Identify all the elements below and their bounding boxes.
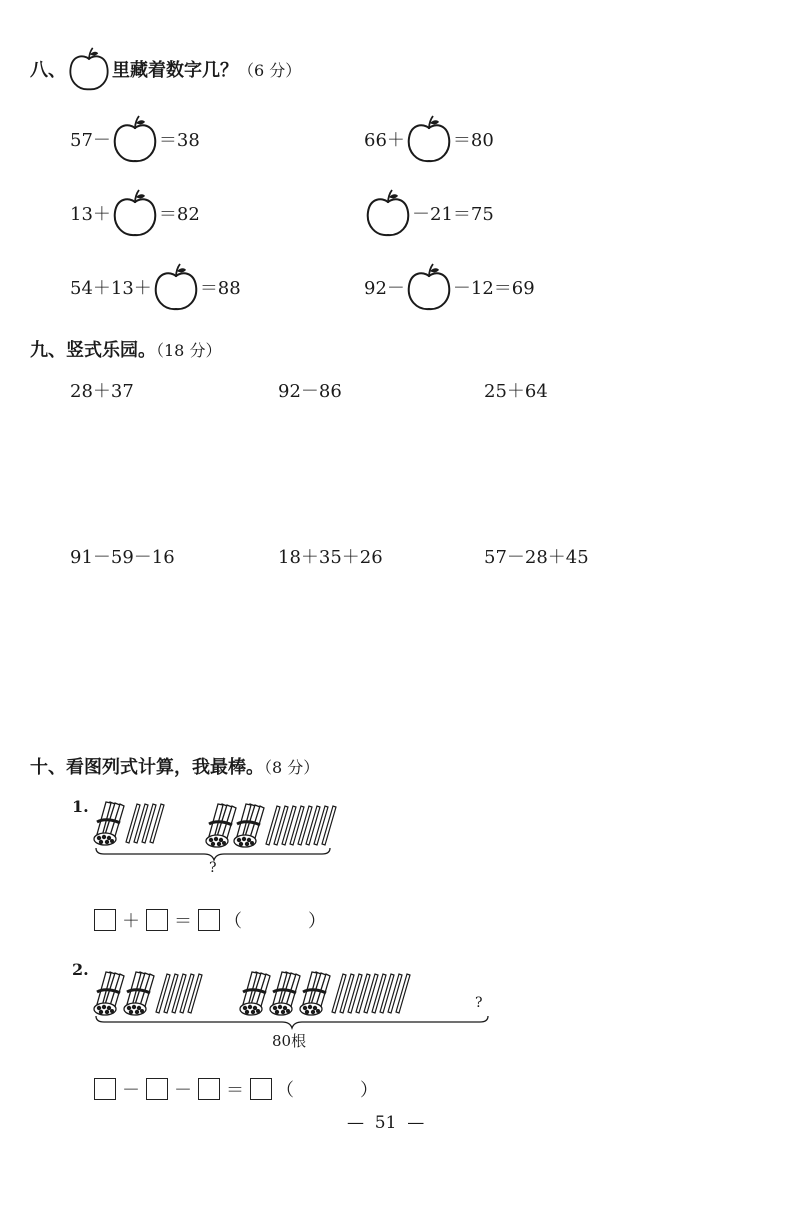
operator: －	[174, 1080, 192, 1101]
expr-right: ＝80	[452, 130, 494, 151]
apple-icon	[406, 262, 452, 312]
vertical-problem-5: 18＋35＋26	[278, 547, 383, 568]
expr-right: ＝38	[158, 130, 200, 151]
section-10-score: （8 分）	[264, 758, 320, 777]
apple-problem-4	[364, 188, 494, 238]
expr-right: ＝88	[199, 278, 241, 299]
section-9-score: （18 分）	[156, 341, 222, 360]
section-8-prefix: 八、	[30, 60, 66, 81]
operator: ＝	[226, 1080, 244, 1101]
unit-paren-close: ）	[308, 911, 326, 932]
apple-icon	[365, 188, 411, 238]
unit-paren-open: （	[224, 911, 242, 932]
section-10-title: 十、看图列式计算，我最棒。	[30, 757, 264, 778]
apple-problem-5	[70, 262, 241, 312]
brace	[96, 848, 330, 860]
section-8-score: （6 分）	[238, 60, 302, 80]
answer-box[interactable]	[198, 1078, 220, 1100]
apple-problem-2	[364, 114, 494, 164]
question-1-number: 1.	[72, 797, 89, 816]
section-9-title: 九、竖式乐园。	[30, 340, 156, 361]
vertical-problem-6: 57－28＋45	[484, 547, 589, 568]
question-2-question-mark: ?	[475, 995, 483, 1011]
apple-icon	[67, 46, 111, 92]
section-9-heading	[30, 336, 221, 362]
section-8-title: 里藏着数字几？	[112, 60, 238, 81]
apple-problem-3	[70, 188, 200, 238]
operator: －	[122, 1080, 140, 1101]
expr-left: 54＋13＋	[70, 278, 152, 299]
page-number: — 51 —	[347, 1113, 425, 1133]
answer-box[interactable]	[94, 909, 116, 931]
expr-left: 13＋	[70, 204, 111, 225]
brace	[96, 1016, 488, 1028]
expr-right: －21＝75	[412, 204, 494, 225]
question-2-answer-line	[94, 1076, 378, 1102]
question-1-question-mark: ?	[209, 860, 217, 876]
answer-box[interactable]	[250, 1078, 272, 1100]
apple-icon	[153, 262, 199, 312]
answer-box[interactable]	[146, 909, 168, 931]
apple-problem-1	[70, 114, 200, 164]
expr-left: 66＋	[364, 130, 405, 151]
question-1-answer-line	[94, 907, 326, 933]
vertical-problem-3: 25＋64	[484, 381, 548, 402]
operator: ＝	[174, 911, 192, 932]
apple-icon	[406, 114, 452, 164]
operator: ＋	[122, 911, 140, 932]
expr-right: ＝82	[158, 204, 200, 225]
expr-left: 57－	[70, 130, 111, 151]
answer-box[interactable]	[94, 1078, 116, 1100]
unit-paren-open: （	[276, 1080, 294, 1101]
apple-icon	[112, 114, 158, 164]
apple-problem-6	[364, 262, 535, 312]
expr-right: －12＝69	[452, 278, 535, 299]
question-2-total: 80根	[272, 1032, 307, 1050]
vertical-problem-1: 28＋37	[70, 381, 134, 402]
question-2-number: 2.	[72, 960, 89, 979]
answer-box[interactable]	[146, 1078, 168, 1100]
section-8-heading	[30, 46, 301, 92]
expr-left: 92－	[364, 278, 405, 299]
vertical-problem-2: 92－86	[278, 381, 342, 402]
answer-box[interactable]	[198, 909, 220, 931]
vertical-problem-4: 91－59－16	[70, 547, 175, 568]
unit-paren-close: ）	[360, 1080, 378, 1101]
section-10-heading	[30, 753, 319, 779]
apple-icon	[112, 188, 158, 238]
